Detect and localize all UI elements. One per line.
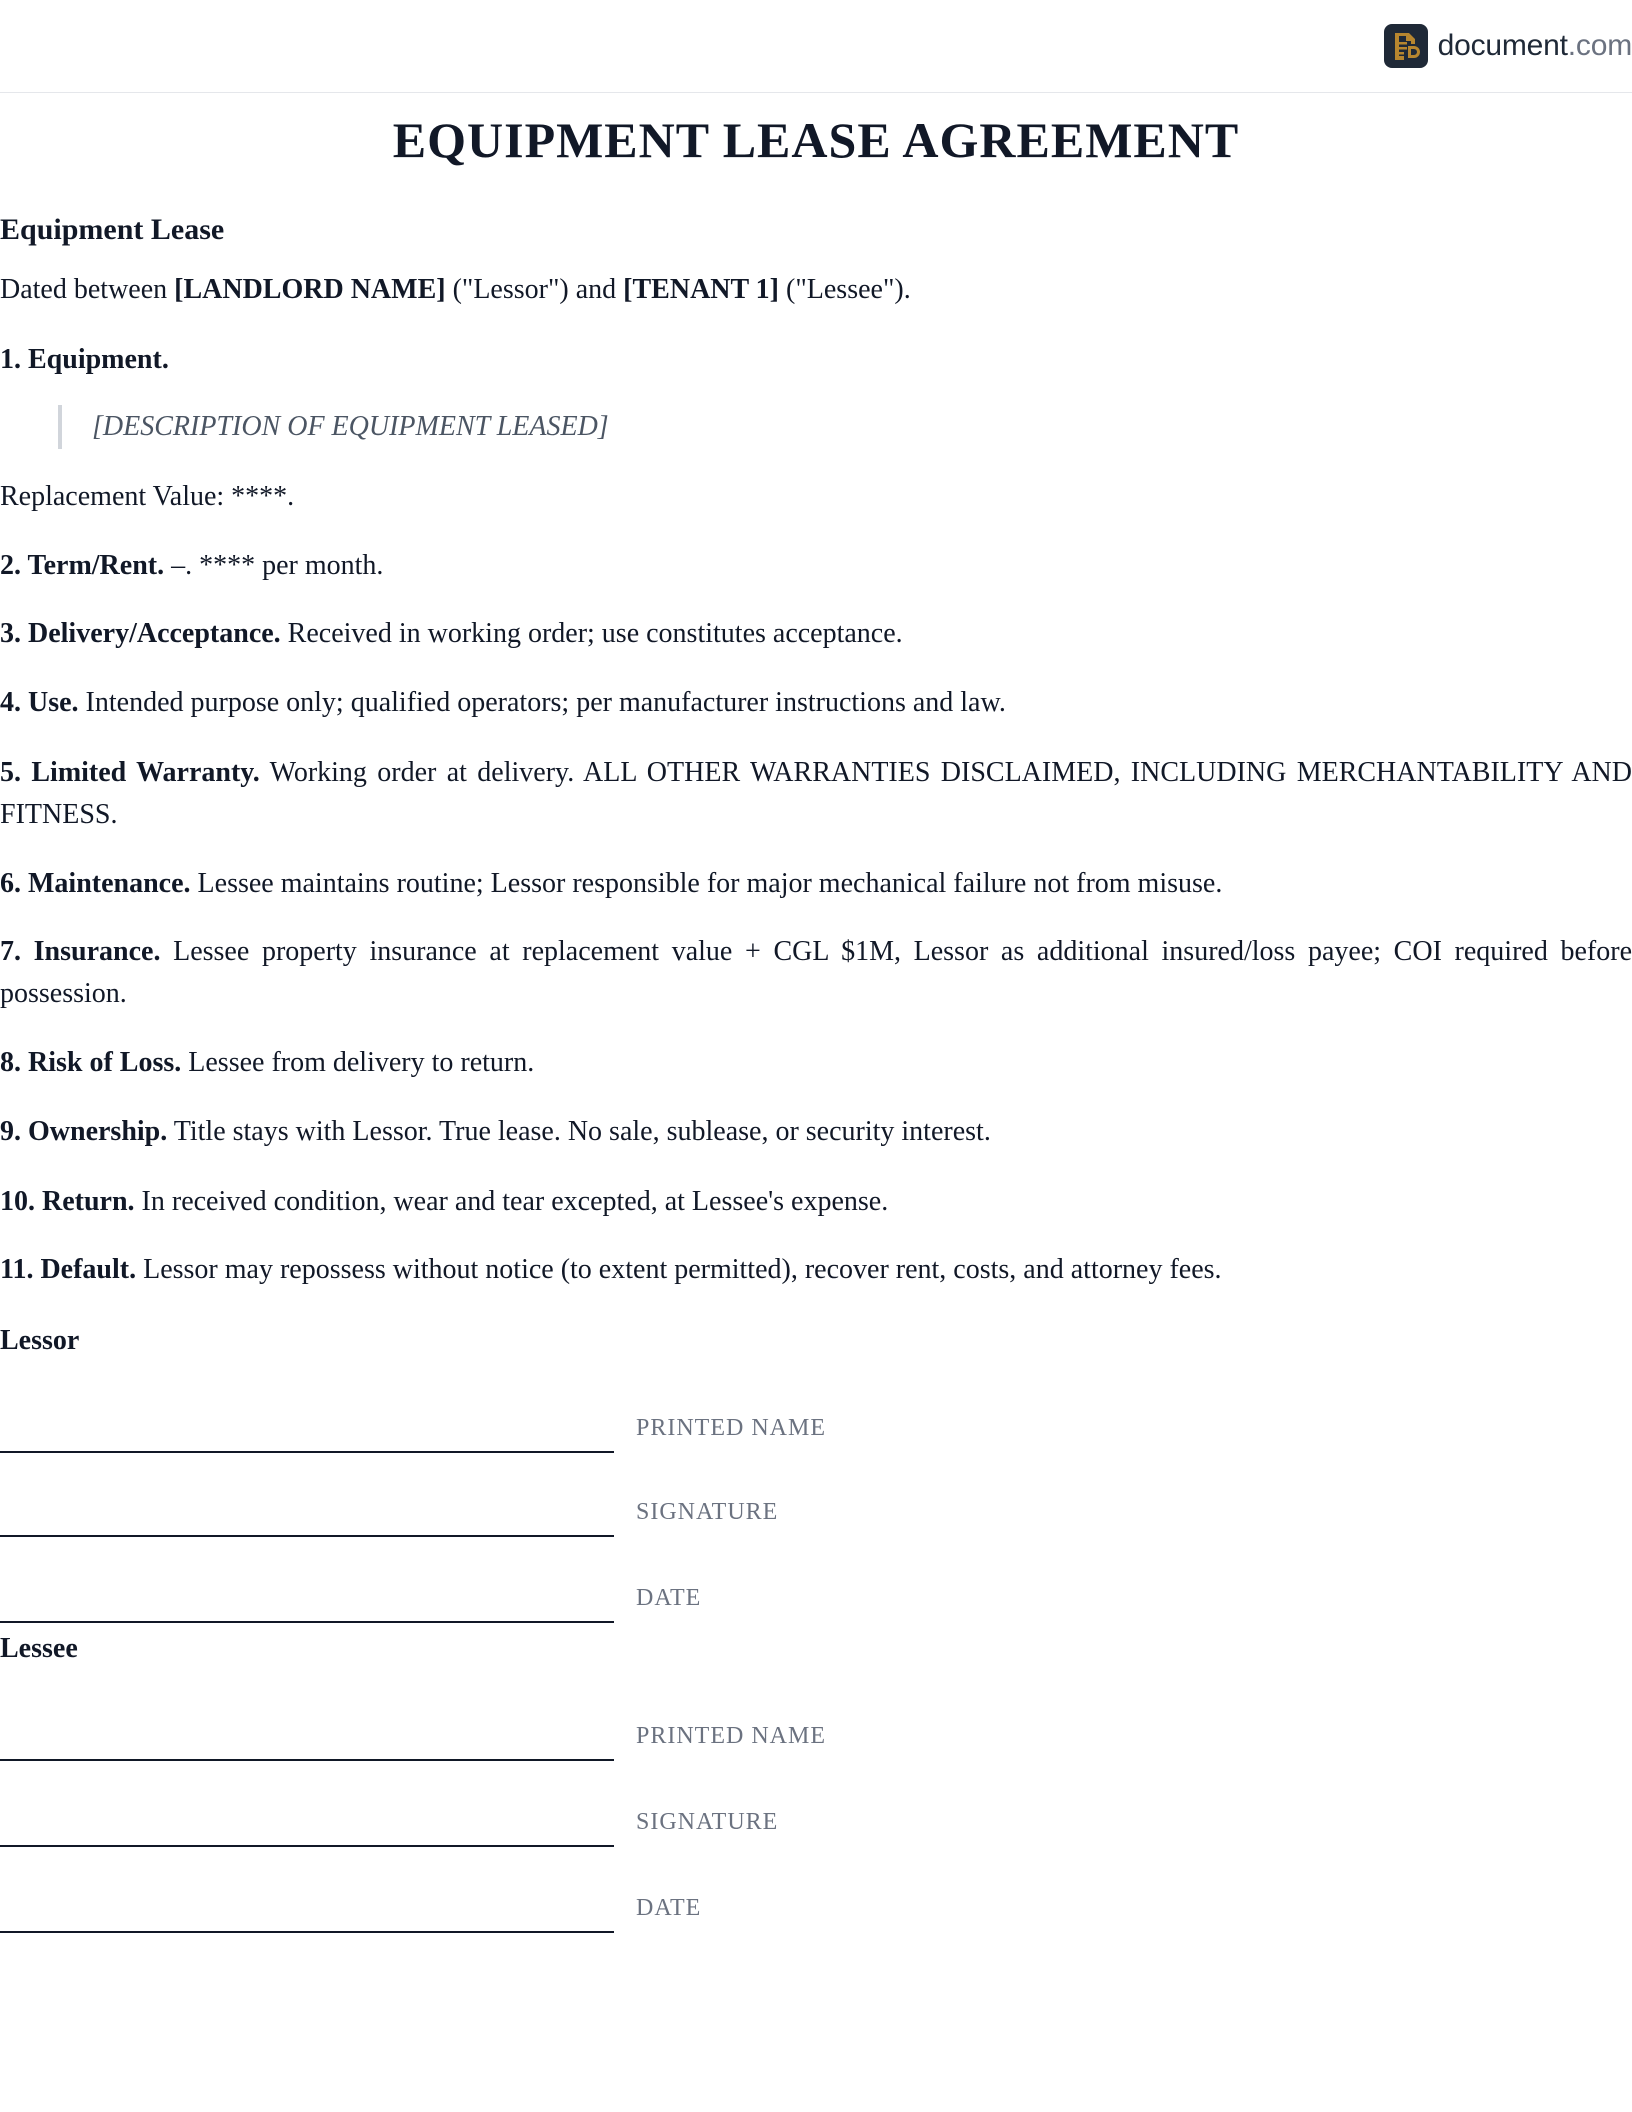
lessee-signature-line[interactable]: [0, 1845, 614, 1847]
lessee-date-label: DATE: [636, 1895, 702, 1921]
lessor-label: Lessor: [0, 1325, 80, 1356]
section-insurance: 7. Insurance. Lessee property insurance at replacement value + CGL $1M, Lessor as additional insured/loss payee; COI required before possession.: [0, 936, 1632, 1009]
lessor-printed-name-label: PRINTED NAME: [636, 1415, 826, 1441]
section-term-rent: 2. Term/Rent. –. **** per month.: [0, 550, 384, 581]
lessee-printed-name-label: PRINTED NAME: [636, 1723, 826, 1749]
document-logo-icon: [1384, 24, 1428, 68]
section-warranty: 5. Limited Warranty. Working order at delivery. ALL OTHER WARRANTIES DISCLAIMED, INCLUDING MERCHANTABILITY AND FITNESS.: [0, 757, 1632, 830]
brand-name: document.com: [1437, 29, 1632, 62]
replacement-value: Replacement Value: ****.: [0, 481, 295, 512]
section-risk-of-loss: 8. Risk of Loss. Lessee from delivery to return.: [0, 1047, 535, 1078]
lessor-signature-line[interactable]: [0, 1535, 614, 1537]
brand-logo[interactable]: [1384, 24, 1632, 68]
header-bar: [0, 0, 1632, 93]
lessor-signature-label: SIGNATURE: [636, 1499, 779, 1525]
lessee-signature-label: SIGNATURE: [636, 1809, 779, 1835]
tenant-placeholder: [TENANT 1]: [623, 274, 780, 305]
section-maintenance: 6. Maintenance. Lessee maintains routine; Lessor responsible for major mechanical failure not from misuse.: [0, 868, 1223, 899]
section-default: 11. Default. Lessor may repossess without notice (to extent permitted), recover rent, costs, and attorney fees.: [0, 1254, 1222, 1285]
equipment-description-quote: [DESCRIPTION OF EQUIPMENT LEASED]: [58, 405, 609, 449]
section-ownership: 9. Ownership. Title stays with Lessor. True lease. No sale, sublease, or security interest.: [0, 1116, 991, 1147]
lessor-printed-name-line[interactable]: [0, 1451, 614, 1453]
lessee-printed-name-line[interactable]: [0, 1759, 614, 1761]
section-use: 4. Use. Intended purpose only; qualified operators; per manufacturer instructions and law.: [0, 687, 1006, 718]
intro-paragraph: Dated between [LANDLORD NAME] ("Lessor") and [TENANT 1] ("Lessee").: [0, 274, 911, 305]
document-subtitle: Equipment Lease: [0, 213, 225, 246]
landlord-placeholder: [LANDLORD NAME]: [174, 274, 446, 305]
lessee-label: Lessee: [0, 1633, 78, 1664]
lessee-date-line[interactable]: [0, 1931, 614, 1933]
lessor-date-label: DATE: [636, 1585, 702, 1611]
section-delivery: 3. Delivery/Acceptance. Received in working order; use constitutes acceptance.: [0, 618, 903, 649]
lessor-date-line[interactable]: [0, 1621, 614, 1623]
section-return: 10. Return. In received condition, wear and tear excepted, at Lessee's expense.: [0, 1186, 889, 1217]
section-equipment-heading: 1. Equipment.: [0, 344, 169, 375]
document-title: EQUIPMENT LEASE AGREEMENT: [392, 112, 1240, 168]
